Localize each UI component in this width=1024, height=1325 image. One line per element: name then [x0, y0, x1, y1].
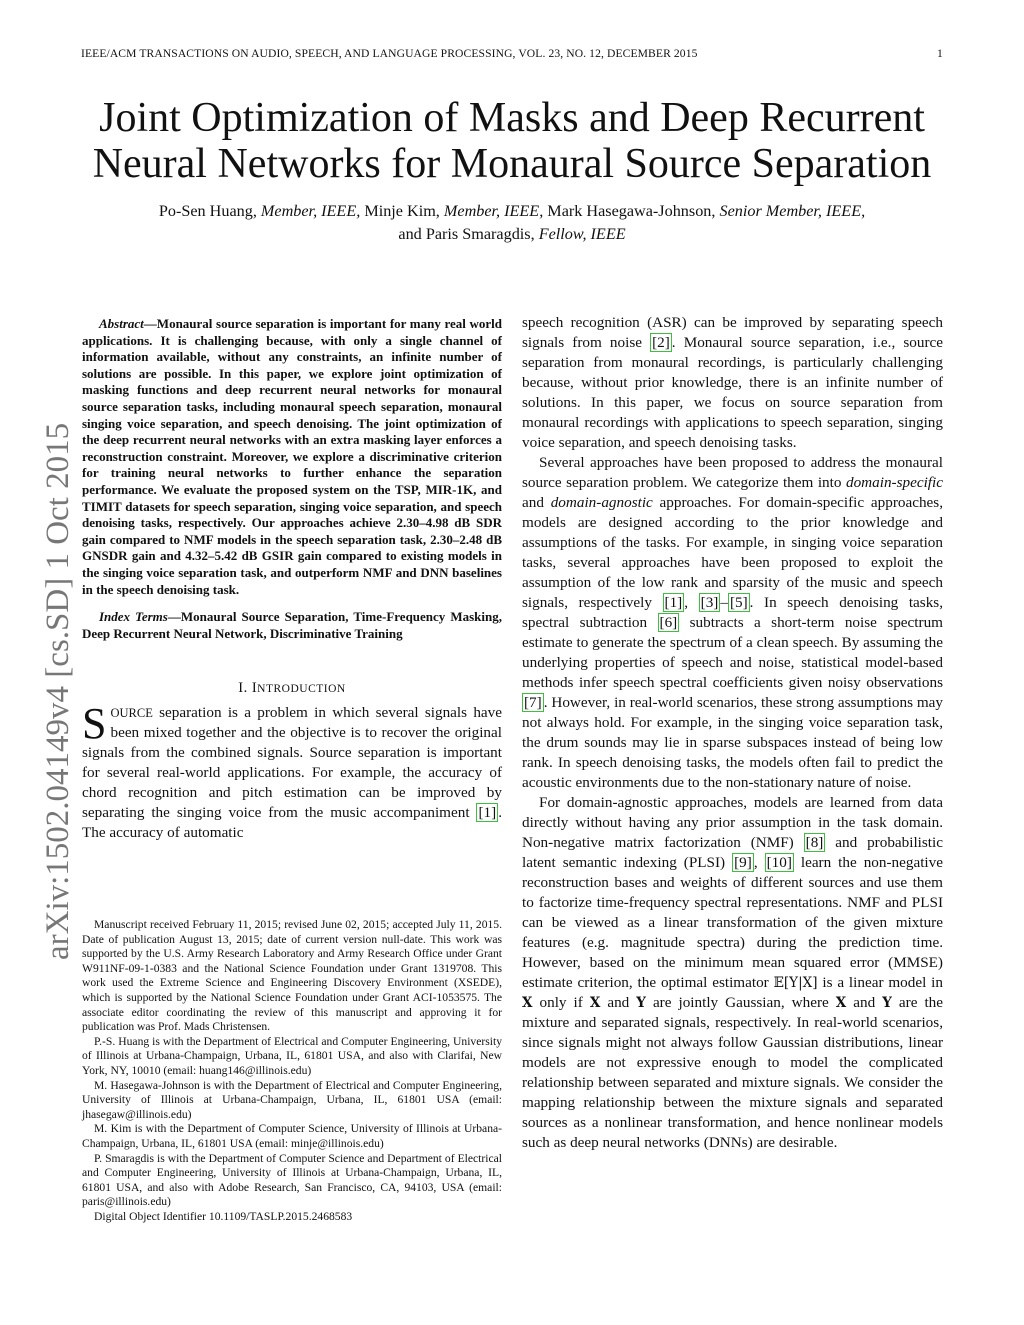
author-name: Minje Kim, [360, 202, 444, 220]
paragraph-text: . The accuracy of automatic [82, 804, 502, 842]
author-name: Mark Hasegawa-Johnson, [543, 202, 720, 220]
citation-link[interactable]: [2] [652, 334, 670, 351]
footnote-doi: Digital Object Identifier 10.1109/TASLP.2015.2468583 [94, 1209, 353, 1223]
math-symbol: Y [636, 995, 646, 1011]
paragraph-text: . In speech denoising tasks, spectral subtraction [522, 594, 944, 631]
author-role: Member, IEEE, [260, 202, 361, 220]
paragraph-text: and [846, 994, 883, 1011]
paragraph-text: are jointly Gaussian, where [645, 994, 836, 1011]
math-symbol: X [835, 995, 847, 1011]
paragraph [522, 453, 943, 793]
paragraph-text: . However, in real-world scenarios, these strong assumptions may not always hold. For example, in the singing voice separation task, the drum sounds may lie in sparse subspaces instead of being low rank. In speech denoising tasks, the models often fail to predict the acoustic environments due to the non-stationary nature of noise. [522, 694, 943, 791]
smallcaps-word: OURCE [110, 706, 153, 721]
citation-link[interactable]: [7] [524, 694, 542, 711]
author-role: Fellow, IEEE [538, 225, 626, 243]
paragraph [522, 313, 943, 453]
paragraph-text: Several approaches have been proposed to address the monaural source separation problem. We categorize them into [522, 454, 943, 491]
emphasis: domain-specific [845, 474, 943, 491]
paragraph [522, 793, 943, 1153]
paper-title [80, 95, 944, 187]
paragraph-text: and [600, 994, 637, 1011]
arxiv-stamp-text: arXiv:1502.04149v4 [cs.SD] 1 Oct 2015 [40, 422, 76, 960]
index-terms [82, 609, 502, 642]
paragraph-text: speech recognition (ASR) can be improved by separating speech signals from noise [522, 314, 943, 351]
footnotes [82, 918, 502, 1224]
paragraph-text: . Monaural source separation, i.e., source separation from monaural recordings, is particularly challenging because, without prior knowledge, there is an infinite number of solutions. In this paper, we focus on source separation from monaural recordings with applications to speech separation, singing voice separation, and speech denoising tasks. [522, 334, 943, 451]
paragraph-text: For domain-agnostic approaches, models are learned from data directly without having any prior assumption in the task domain. Non-negative matrix factorization (NMF) [522, 794, 943, 851]
citation-link[interactable]: [6] [659, 614, 678, 631]
paragraph-text: and probabilistic latent semantic indexing (PLSI) [522, 834, 943, 871]
footnote-affiliation: M. Kim is with the Department of Computer Science, University of Illinois at Urbana-Champaign, Urbana, IL, 61801 USA (email: minje@illinois.edu) [82, 1122, 502, 1150]
abstract-text: —Monaural source separation is important for many real world applications. It is challenging because, with only a single channel of information available, without any constraints, an infinite number of solutions are possible. In this paper, we explore joint optimization of masking functions and deep recurrent neural networks for monaural source separation tasks, including monaural speech separation, monaural singing voice separation, and speech denoising. The joint optimization of the deep recurrent neural networks with an extra masking layer enforces a reconstruction constraint. Moreover, we explore a discriminative criterion for training neural networks to further enhance the separation performance. We evaluate the proposed system on the TSP, MIR-1K, and TIMIT datasets for speech separation, singing voice separation, and speech denoising tasks, respectively. Our approaches achieve 2.30–4.98 dB SDR gain compared to NMF models in the speech separation task, 2.30–2.48 dB GNSDR gain and 4.32–5.42 dB GSIR gain compared to existing models in the singing voice separation task, and outperform NMF and DNN baselines in the speech denoising task. [82, 316, 502, 597]
citation-link[interactable]: [8] [805, 834, 824, 851]
citation-link[interactable]: [9] [734, 854, 752, 871]
arxiv-stamp [38, 370, 78, 960]
paragraph-text: are the mixture and separated signals, respectively. In real-world scenarios, since signals might not always follow Gaussian distributions, linear models are not expressive enough to model the complicated relationship between separated and mixture signals. We consider the mapping relationship between the mixture signals and separated sources as a nonlinear transformation, and hence nonlinear models such as deep neural networks (DNNs) are desirable. [522, 994, 944, 1151]
paragraph-text: , [684, 594, 699, 611]
section-heading-introduction [82, 680, 502, 697]
left-column [82, 316, 502, 843]
citation-link[interactable]: [1] [664, 594, 683, 611]
math-symbol: X [589, 995, 601, 1011]
abstract [82, 316, 502, 598]
author-role: Senior Member, IEEE, [719, 202, 866, 220]
author-name: Po-Sen Huang, [158, 202, 261, 220]
citation-link[interactable]: [5] [729, 594, 748, 611]
footnote-affiliation: M. Hasegawa-Johnson is with the Department of Electrical and Computer Engineering, University of Illinois at Urbana-Champaign, Urbana, IL, 61801 USA (email: jhasegaw@illinois.edu) [82, 1078, 502, 1121]
emphasis: domain-agnostic [550, 494, 653, 511]
paragraph-text: is a linear model in [817, 974, 943, 991]
section-name: NTRODUCTION [257, 683, 346, 696]
paragraph-text: subtracts a short-term noise spectrum estimate to generate the spectrum of a clean speech. By assuming the underlying properties of speech and noise, statistical model-based methods infer speech spectral coefficients given noisy observations [522, 614, 943, 691]
footnote-manuscript: Manuscript received February 11, 2015; revised June 02, 2015; accepted July 11, 2015. Date of publication August 13, 2015; date of current version null-date. This work was supported by the U.S. Army Research Laboratory and Army Research Office under Grant W911NF-09-1-0383 and the National Science Foundation under Grant 1319708. This work used the Extreme Science and Engineering Discovery Environment (XSEDE), which is supported by the National Science Foundation under Grant ACI-1053575. The associate editor coordinating the review of this manuscript and approving it for publication was Prof. Mads Christensen. [82, 918, 502, 1034]
author-name: and Paris Smaragdis, [398, 225, 539, 243]
paragraph-text: and [522, 494, 551, 511]
paragraph-text: approaches. For domain-specific approaches, models are designed according to the prior knowledge and assumptions of the tasks. For example, in singing voice separation tasks, several approaches have been proposed to exploit the assumption of the low rank and sparsity of the music and speech signals, respectively [522, 494, 943, 611]
citation-link[interactable]: [10] [766, 854, 792, 871]
paragraph-text: , [753, 854, 765, 871]
intro-paragraph [82, 699, 502, 843]
abstract-label: Abstract [99, 316, 144, 331]
index-terms-label: Index Terms [99, 609, 168, 625]
paragraph-text: – [720, 594, 728, 611]
footnote-affiliation: P. Smaragdis is with the Department of Computer Science and Department of Electrical and Computer Engineering, University of Illinois at Urbana-Champaign, Urbana, IL, 61801 USA, and also with Adobe Research, San Francisco, CA, 94103, USA (email: paris@illinois.edu) [82, 1151, 502, 1209]
citation-link[interactable]: [1] [478, 804, 497, 822]
index-terms-text: —Monaural Source Separation, Time-Frequency Masking, Deep Recurrent Neural Network, Discriminative Training [82, 609, 502, 641]
paragraph-text: learn the non-negative reconstruction bases and weights of different sources and use them to factorize time-frequency spectral representations. NMF and PLSI can be viewed as a linear transformation of the given mixture features (e.g. magnitude spectra) during the prediction time. However, based on the minimum mean squared error (MMSE) estimate criterion, the optimal estimator [522, 854, 943, 991]
title-line-1: Joint Optimization of Masks and Deep Recurrent [99, 95, 925, 141]
page-number: 1 [937, 47, 943, 60]
footnote-affiliation: P.-S. Huang is with the Department of Electrical and Computer Engineering, University of Illinois at Urbana-Champaign, Urbana, IL, 61801 USA, and also with Clarifai, New York, NY, 10010 (email: huang146@illinois.edu) [82, 1034, 502, 1077]
math-symbol: Y [882, 995, 892, 1011]
running-head: IEEE/ACM TRANSACTIONS ON AUDIO, SPEECH, AND LANGUAGE PROCESSING, VOL. 23, NO. 12, DECEMBER 2015 [81, 47, 698, 60]
paragraph-text: separation is a problem in which several signals have been mixed together and the objective is to recover the original signals from the combined signals. Source separation is important for several real-world applications. For example, the accuracy of chord recognition and pitch estimation can be improved by separating the singing voice from the music accompaniment [82, 704, 502, 822]
right-column [522, 313, 943, 1153]
section-number: I. I [238, 680, 258, 697]
title-line-2: Neural Networks for Monaural Source Separation [92, 141, 932, 187]
math-symbol: X [522, 995, 533, 1011]
author-role: Member, IEEE, [443, 202, 544, 220]
drop-cap: S [82, 699, 107, 749]
author-list [80, 200, 944, 246]
citation-link[interactable]: [3] [700, 594, 719, 611]
math-expression: 𝔼[Y|X] [773, 975, 818, 991]
paragraph-text: only if [532, 994, 590, 1011]
